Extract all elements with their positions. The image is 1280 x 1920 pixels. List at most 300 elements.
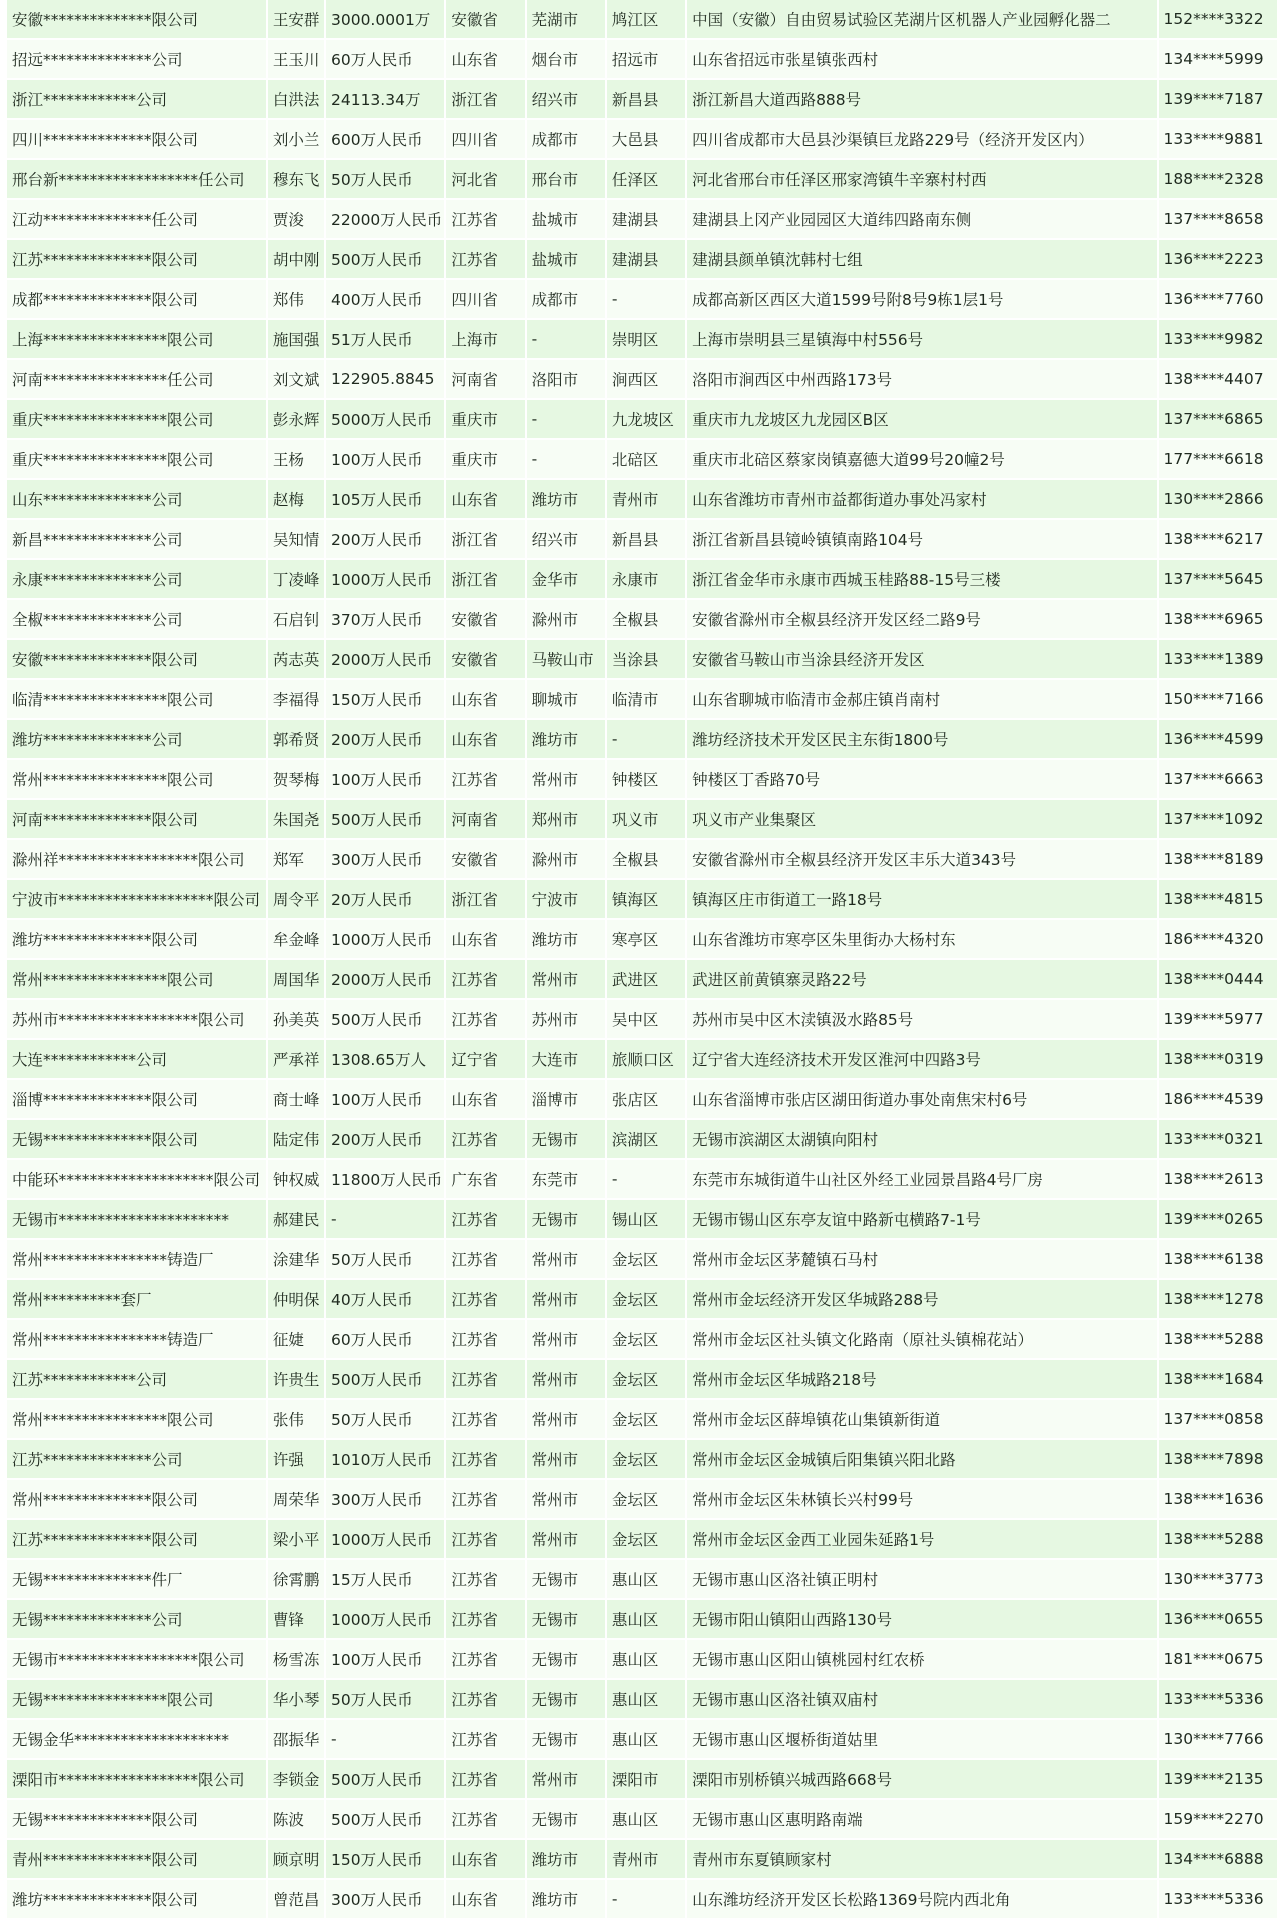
- city-cell: 常州市: [527, 1760, 605, 1798]
- district-cell: 惠山区: [607, 1560, 685, 1598]
- company-name-cell: 淄博**************限公司: [7, 1080, 266, 1118]
- city-cell: 芜湖市: [527, 0, 605, 38]
- district-cell: 招远市: [607, 40, 685, 78]
- city-cell: 常州市: [527, 1240, 605, 1278]
- contact-person-cell: 丁凌峰: [268, 560, 324, 598]
- contact-person-cell: 王杨: [268, 440, 324, 478]
- city-cell: 大连市: [527, 1040, 605, 1078]
- registered-capital-cell: 20万人民币: [326, 880, 444, 918]
- contact-person-cell: 徐霄鹏: [268, 1560, 324, 1598]
- registered-capital-cell: 1000万人民币: [326, 1520, 444, 1558]
- district-cell: 青州市: [607, 480, 685, 518]
- district-cell: 金坛区: [607, 1480, 685, 1518]
- table-row: [7, 520, 1277, 558]
- district-cell: 惠山区: [607, 1720, 685, 1758]
- contact-person-cell: 郑军: [268, 840, 324, 878]
- registered-capital-cell: 200万人民币: [326, 520, 444, 558]
- phone-cell: 138****2613: [1159, 1160, 1277, 1198]
- district-cell: 寒亭区: [607, 920, 685, 958]
- district-cell: 锡山区: [607, 1200, 685, 1238]
- table-row: [7, 1160, 1277, 1198]
- address-cell: 常州市金坛区华城路218号: [687, 1360, 1156, 1398]
- registered-capital-cell: 400万人民币: [326, 280, 444, 318]
- company-table-body: [7, 0, 1277, 1918]
- table-row: [7, 720, 1277, 758]
- city-cell: 成都市: [527, 280, 605, 318]
- province-cell: 江苏省: [446, 1400, 524, 1438]
- phone-cell: 130****7766: [1159, 1720, 1277, 1758]
- contact-person-cell: 顾京明: [268, 1840, 324, 1878]
- company-name-cell: 溧阳市******************限公司: [7, 1760, 266, 1798]
- address-cell: 溧阳市别桥镇兴城西路668号: [687, 1760, 1156, 1798]
- phone-cell: 138****6138: [1159, 1240, 1277, 1278]
- registered-capital-cell: 200万人民币: [326, 1120, 444, 1158]
- district-cell: 金坛区: [607, 1400, 685, 1438]
- table-row: [7, 680, 1277, 718]
- phone-cell: 137****1092: [1159, 800, 1277, 838]
- province-cell: 安徽省: [446, 0, 524, 38]
- contact-person-cell: 郭希贤: [268, 720, 324, 758]
- company-name-cell: 江苏************公司: [7, 1360, 266, 1398]
- district-cell: 临清市: [607, 680, 685, 718]
- address-cell: 山东省淄博市张店区湖田街道办事处南焦宋村6号: [687, 1080, 1156, 1118]
- province-cell: 河北省: [446, 160, 524, 198]
- address-cell: 无锡市阳山镇阳山西路130号: [687, 1600, 1156, 1638]
- table-row: [7, 880, 1277, 918]
- company-name-cell: 中能环********************限公司: [7, 1160, 266, 1198]
- province-cell: 江苏省: [446, 1200, 524, 1238]
- province-cell: 江苏省: [446, 1000, 524, 1038]
- company-name-cell: 河南****************任公司: [7, 360, 266, 398]
- registered-capital-cell: 24113.34万: [326, 80, 444, 118]
- address-cell: 山东潍坊经济开发区长松路1369号院内西北角: [687, 1880, 1156, 1918]
- address-cell: 常州市金坛区社头镇文化路南（原社头镇棉花站）: [687, 1320, 1156, 1358]
- table-row: [7, 600, 1277, 638]
- company-name-cell: 招远**************公司: [7, 40, 266, 78]
- registered-capital-cell: 300万人民币: [326, 1880, 444, 1918]
- city-cell: 无锡市: [527, 1680, 605, 1718]
- province-cell: 山东省: [446, 720, 524, 758]
- contact-person-cell: 刘小兰: [268, 120, 324, 158]
- district-cell: 新昌县: [607, 520, 685, 558]
- province-cell: 山东省: [446, 480, 524, 518]
- phone-cell: 139****0265: [1159, 1200, 1277, 1238]
- city-cell: 宁波市: [527, 880, 605, 918]
- address-cell: 洛阳市涧西区中州西路173号: [687, 360, 1156, 398]
- province-cell: 江苏省: [446, 1320, 524, 1358]
- address-cell: 建湖县颜单镇沈韩村七组: [687, 240, 1156, 278]
- registered-capital-cell: 500万人民币: [326, 240, 444, 278]
- registered-capital-cell: 50万人民币: [326, 1680, 444, 1718]
- address-cell: 东莞市东城街道牛山社区外经工业园景昌路4号厂房: [687, 1160, 1156, 1198]
- address-cell: 安徽省滁州市全椒县经济开发区经二路9号: [687, 600, 1156, 638]
- table-row: [7, 1080, 1277, 1118]
- city-cell: 盐城市: [527, 240, 605, 278]
- company-name-cell: 安徽**************限公司: [7, 640, 266, 678]
- district-cell: -: [607, 720, 685, 758]
- contact-person-cell: 陆定伟: [268, 1120, 324, 1158]
- registered-capital-cell: 3000.0001万: [326, 0, 444, 38]
- registered-capital-cell: 105万人民币: [326, 480, 444, 518]
- contact-person-cell: 施国强: [268, 320, 324, 358]
- contact-person-cell: 王安群: [268, 0, 324, 38]
- table-row: [7, 400, 1277, 438]
- phone-cell: 136****7760: [1159, 280, 1277, 318]
- phone-cell: 133****9881: [1159, 120, 1277, 158]
- registered-capital-cell: 40万人民币: [326, 1280, 444, 1318]
- city-cell: 常州市: [527, 960, 605, 998]
- phone-cell: 133****5336: [1159, 1680, 1277, 1718]
- phone-cell: 181****0675: [1159, 1640, 1277, 1678]
- registered-capital-cell: 500万人民币: [326, 1800, 444, 1838]
- city-cell: 马鞍山市: [527, 640, 605, 678]
- city-cell: 绍兴市: [527, 520, 605, 558]
- province-cell: 广东省: [446, 1160, 524, 1198]
- company-name-cell: 常州****************铸造厂: [7, 1320, 266, 1358]
- company-name-cell: 宁波市********************限公司: [7, 880, 266, 918]
- city-cell: 潍坊市: [527, 1880, 605, 1918]
- phone-cell: 134****6888: [1159, 1840, 1277, 1878]
- phone-cell: 138****6217: [1159, 520, 1277, 558]
- phone-cell: 137****6865: [1159, 400, 1277, 438]
- phone-cell: 138****1278: [1159, 1280, 1277, 1318]
- table-row: [7, 200, 1277, 238]
- district-cell: 惠山区: [607, 1640, 685, 1678]
- city-cell: 淄博市: [527, 1080, 605, 1118]
- company-name-cell: 无锡**************件厂: [7, 1560, 266, 1598]
- company-name-cell: 江苏**************限公司: [7, 240, 266, 278]
- company-name-cell: 无锡**************限公司: [7, 1120, 266, 1158]
- table-row: [7, 1040, 1277, 1078]
- address-cell: 辽宁省大连经济技术开发区淮河中四路3号: [687, 1040, 1156, 1078]
- district-cell: 金坛区: [607, 1280, 685, 1318]
- registered-capital-cell: 1000万人民币: [326, 920, 444, 958]
- table-row: [7, 1320, 1277, 1358]
- district-cell: 当涂县: [607, 640, 685, 678]
- city-cell: 聊城市: [527, 680, 605, 718]
- registered-capital-cell: 200万人民币: [326, 720, 444, 758]
- phone-cell: 138****4407: [1159, 360, 1277, 398]
- city-cell: 常州市: [527, 1520, 605, 1558]
- table-row: [7, 1720, 1277, 1758]
- phone-cell: 134****5999: [1159, 40, 1277, 78]
- company-name-cell: 潍坊**************公司: [7, 720, 266, 758]
- phone-cell: 139****2135: [1159, 1760, 1277, 1798]
- address-cell: 山东省潍坊市青州市益都街道办事处冯家村: [687, 480, 1156, 518]
- district-cell: 全椒县: [607, 840, 685, 878]
- contact-person-cell: 涂建华: [268, 1240, 324, 1278]
- phone-cell: 133****1389: [1159, 640, 1277, 678]
- city-cell: 潍坊市: [527, 720, 605, 758]
- registered-capital-cell: 5000万人民币: [326, 400, 444, 438]
- company-name-cell: 无锡****************限公司: [7, 1680, 266, 1718]
- city-cell: 潍坊市: [527, 920, 605, 958]
- registered-capital-cell: 60万人民币: [326, 1320, 444, 1358]
- contact-person-cell: 许贵生: [268, 1360, 324, 1398]
- company-name-cell: 邢台新******************任公司: [7, 160, 266, 198]
- province-cell: 浙江省: [446, 80, 524, 118]
- contact-person-cell: 李福得: [268, 680, 324, 718]
- table-row: [7, 1880, 1277, 1918]
- contact-person-cell: 石启钊: [268, 600, 324, 638]
- district-cell: 惠山区: [607, 1680, 685, 1718]
- phone-cell: 133****9982: [1159, 320, 1277, 358]
- address-cell: 山东省招远市张星镇张西村: [687, 40, 1156, 78]
- district-cell: 新昌县: [607, 80, 685, 118]
- city-cell: 邢台市: [527, 160, 605, 198]
- company-name-cell: 常州****************限公司: [7, 760, 266, 798]
- company-name-cell: 常州**********套厂: [7, 1280, 266, 1318]
- registered-capital-cell: 600万人民币: [326, 120, 444, 158]
- registered-capital-cell: 1000万人民币: [326, 560, 444, 598]
- district-cell: -: [607, 1880, 685, 1918]
- province-cell: 江苏省: [446, 760, 524, 798]
- company-name-cell: 江动**************任公司: [7, 200, 266, 238]
- table-row: [7, 1000, 1277, 1038]
- contact-person-cell: 杨雪冻: [268, 1640, 324, 1678]
- phone-cell: 137****8658: [1159, 200, 1277, 238]
- province-cell: 江苏省: [446, 1440, 524, 1478]
- table-row: [7, 1480, 1277, 1518]
- company-name-cell: 重庆****************限公司: [7, 440, 266, 478]
- phone-cell: 138****0444: [1159, 960, 1277, 998]
- address-cell: 安徽省马鞍山市当涂县经济开发区: [687, 640, 1156, 678]
- address-cell: 无锡市惠山区惠明路南端: [687, 1800, 1156, 1838]
- phone-cell: 138****6965: [1159, 600, 1277, 638]
- phone-cell: 150****7166: [1159, 680, 1277, 718]
- company-name-cell: 无锡**************公司: [7, 1600, 266, 1638]
- city-cell: 无锡市: [527, 1800, 605, 1838]
- phone-cell: 138****7898: [1159, 1440, 1277, 1478]
- company-name-cell: 江苏**************公司: [7, 1440, 266, 1478]
- company-name-cell: 永康**************公司: [7, 560, 266, 598]
- phone-cell: 136****0655: [1159, 1600, 1277, 1638]
- province-cell: 河南省: [446, 360, 524, 398]
- district-cell: 大邑县: [607, 120, 685, 158]
- phone-cell: 138****0319: [1159, 1040, 1277, 1078]
- district-cell: 九龙坡区: [607, 400, 685, 438]
- province-cell: 重庆市: [446, 440, 524, 478]
- table-row: [7, 920, 1277, 958]
- company-name-cell: 常州****************限公司: [7, 960, 266, 998]
- province-cell: 江苏省: [446, 1120, 524, 1158]
- contact-person-cell: 吴知情: [268, 520, 324, 558]
- address-cell: 上海市崇明县三星镇海中村556号: [687, 320, 1156, 358]
- contact-person-cell: 牟金峰: [268, 920, 324, 958]
- contact-person-cell: 贾浚: [268, 200, 324, 238]
- phone-cell: 188****2328: [1159, 160, 1277, 198]
- phone-cell: 137****5645: [1159, 560, 1277, 598]
- district-cell: 鸠江区: [607, 0, 685, 38]
- province-cell: 山东省: [446, 920, 524, 958]
- city-cell: 无锡市: [527, 1120, 605, 1158]
- district-cell: 张店区: [607, 1080, 685, 1118]
- city-cell: -: [527, 320, 605, 358]
- province-cell: 山东省: [446, 40, 524, 78]
- address-cell: 无锡市锡山区东亭友谊中路新屯横路7-1号: [687, 1200, 1156, 1238]
- registered-capital-cell: 60万人民币: [326, 40, 444, 78]
- table-row: [7, 1760, 1277, 1798]
- district-cell: 建湖县: [607, 200, 685, 238]
- table-row: [7, 440, 1277, 478]
- contact-person-cell: 芮志英: [268, 640, 324, 678]
- address-cell: 安徽省滁州市全椒县经济开发区丰乐大道343号: [687, 840, 1156, 878]
- city-cell: 常州市: [527, 1360, 605, 1398]
- phone-cell: 138****1636: [1159, 1480, 1277, 1518]
- contact-person-cell: 仲明保: [268, 1280, 324, 1318]
- table-row: [7, 1840, 1277, 1878]
- company-name-cell: 常州**************限公司: [7, 1480, 266, 1518]
- address-cell: 四川省成都市大邑县沙渠镇巨龙路229号（经济开发区内）: [687, 120, 1156, 158]
- phone-cell: 177****6618: [1159, 440, 1277, 478]
- address-cell: 山东省潍坊市寒亭区朱里街办大杨村东: [687, 920, 1156, 958]
- city-cell: -: [527, 400, 605, 438]
- registered-capital-cell: 1010万人民币: [326, 1440, 444, 1478]
- city-cell: 潍坊市: [527, 1840, 605, 1878]
- province-cell: 河南省: [446, 800, 524, 838]
- registered-capital-cell: 500万人民币: [326, 1360, 444, 1398]
- registered-capital-cell: 500万人民币: [326, 1000, 444, 1038]
- phone-cell: 186****4539: [1159, 1080, 1277, 1118]
- company-name-cell: 新昌**************公司: [7, 520, 266, 558]
- table-row: [7, 160, 1277, 198]
- address-cell: 青州市东夏镇顾家村: [687, 1840, 1156, 1878]
- province-cell: 江苏省: [446, 1720, 524, 1758]
- contact-person-cell: 陈波: [268, 1800, 324, 1838]
- district-cell: 金坛区: [607, 1520, 685, 1558]
- address-cell: 常州市金坛区茅麓镇石马村: [687, 1240, 1156, 1278]
- contact-person-cell: 周令平: [268, 880, 324, 918]
- contact-person-cell: 周国华: [268, 960, 324, 998]
- contact-person-cell: 严承祥: [268, 1040, 324, 1078]
- phone-cell: 139****7187: [1159, 80, 1277, 118]
- table-row: [7, 280, 1277, 318]
- district-cell: 吴中区: [607, 1000, 685, 1038]
- company-name-cell: 江苏**************限公司: [7, 1520, 266, 1558]
- table-row: [7, 1440, 1277, 1478]
- phone-cell: 138****4815: [1159, 880, 1277, 918]
- phone-cell: 139****5977: [1159, 1000, 1277, 1038]
- company-name-cell: 苏州市******************限公司: [7, 1000, 266, 1038]
- contact-person-cell: 征婕: [268, 1320, 324, 1358]
- province-cell: 江苏省: [446, 1680, 524, 1718]
- city-cell: 常州市: [527, 760, 605, 798]
- district-cell: 金坛区: [607, 1360, 685, 1398]
- registered-capital-cell: 122905.8845: [326, 360, 444, 398]
- province-cell: 山东省: [446, 1880, 524, 1918]
- province-cell: 浙江省: [446, 880, 524, 918]
- address-cell: 浙江省金华市永康市西城玉桂路88-15号三楼: [687, 560, 1156, 598]
- city-cell: 潍坊市: [527, 480, 605, 518]
- city-cell: 无锡市: [527, 1560, 605, 1598]
- city-cell: 金华市: [527, 560, 605, 598]
- contact-person-cell: 邵振华: [268, 1720, 324, 1758]
- city-cell: 常州市: [527, 1280, 605, 1318]
- company-name-cell: 临清****************限公司: [7, 680, 266, 718]
- district-cell: 全椒县: [607, 600, 685, 638]
- province-cell: 江苏省: [446, 1520, 524, 1558]
- address-cell: 无锡市惠山区阳山镇桃园村红农桥: [687, 1640, 1156, 1678]
- registered-capital-cell: 2000万人民币: [326, 960, 444, 998]
- address-cell: 常州市金坛经济开发区华城路288号: [687, 1280, 1156, 1318]
- city-cell: 无锡市: [527, 1600, 605, 1638]
- address-cell: 潍坊经济技术开发区民主东街1800号: [687, 720, 1156, 758]
- address-cell: 无锡市惠山区洛社镇双庙村: [687, 1680, 1156, 1718]
- province-cell: 江苏省: [446, 1600, 524, 1638]
- province-cell: 四川省: [446, 280, 524, 318]
- table-row: [7, 320, 1277, 358]
- district-cell: 惠山区: [607, 1800, 685, 1838]
- table-row: [7, 120, 1277, 158]
- city-cell: 滁州市: [527, 600, 605, 638]
- company-table: [5, 0, 1279, 1920]
- company-name-cell: 成都**************限公司: [7, 280, 266, 318]
- province-cell: 江苏省: [446, 200, 524, 238]
- table-row: [7, 240, 1277, 278]
- address-cell: 河北省邢台市任泽区邢家湾镇牛辛寨村村西: [687, 160, 1156, 198]
- table-row: [7, 1280, 1277, 1318]
- registered-capital-cell: 11800万人民币: [326, 1160, 444, 1198]
- province-cell: 辽宁省: [446, 1040, 524, 1078]
- province-cell: 江苏省: [446, 960, 524, 998]
- company-name-cell: 上海****************限公司: [7, 320, 266, 358]
- address-cell: 无锡市惠山区堰桥街道姑里: [687, 1720, 1156, 1758]
- province-cell: 山东省: [446, 1840, 524, 1878]
- table-row: [7, 1680, 1277, 1718]
- address-cell: 无锡市滨湖区太湖镇向阳村: [687, 1120, 1156, 1158]
- registered-capital-cell: 50万人民币: [326, 1240, 444, 1278]
- contact-person-cell: 王玉川: [268, 40, 324, 78]
- province-cell: 山东省: [446, 680, 524, 718]
- district-cell: 涧西区: [607, 360, 685, 398]
- phone-cell: 133****0321: [1159, 1120, 1277, 1158]
- table-row: [7, 560, 1277, 598]
- table-row: [7, 1640, 1277, 1678]
- district-cell: 金坛区: [607, 1320, 685, 1358]
- district-cell: 钟楼区: [607, 760, 685, 798]
- registered-capital-cell: 50万人民币: [326, 1400, 444, 1438]
- district-cell: 武进区: [607, 960, 685, 998]
- address-cell: 巩义市产业集聚区: [687, 800, 1156, 838]
- table-row: [7, 1240, 1277, 1278]
- province-cell: 江苏省: [446, 1760, 524, 1798]
- company-name-cell: 浙江************公司: [7, 80, 266, 118]
- company-name-cell: 无锡**************限公司: [7, 1800, 266, 1838]
- phone-cell: 136****2223: [1159, 240, 1277, 278]
- address-cell: 成都高新区西区大道1599号附8号9栋1层1号: [687, 280, 1156, 318]
- phone-cell: 130****2866: [1159, 480, 1277, 518]
- registered-capital-cell: 100万人民币: [326, 1640, 444, 1678]
- district-cell: -: [607, 280, 685, 318]
- table-row: [7, 1600, 1277, 1638]
- province-cell: 江苏省: [446, 240, 524, 278]
- registered-capital-cell: 300万人民币: [326, 840, 444, 878]
- registered-capital-cell: 2000万人民币: [326, 640, 444, 678]
- district-cell: 巩义市: [607, 800, 685, 838]
- registered-capital-cell: 500万人民币: [326, 1760, 444, 1798]
- city-cell: 苏州市: [527, 1000, 605, 1038]
- table-row: [7, 640, 1277, 678]
- province-cell: 山东省: [446, 1080, 524, 1118]
- table-row: [7, 80, 1277, 118]
- registered-capital-cell: 370万人民币: [326, 600, 444, 638]
- company-name-cell: 安徽**************限公司: [7, 0, 266, 38]
- province-cell: 江苏省: [446, 1800, 524, 1838]
- address-cell: 镇海区庄市街道工一路18号: [687, 880, 1156, 918]
- table-row: [7, 840, 1277, 878]
- contact-person-cell: 白洪法: [268, 80, 324, 118]
- table-row: [7, 760, 1277, 798]
